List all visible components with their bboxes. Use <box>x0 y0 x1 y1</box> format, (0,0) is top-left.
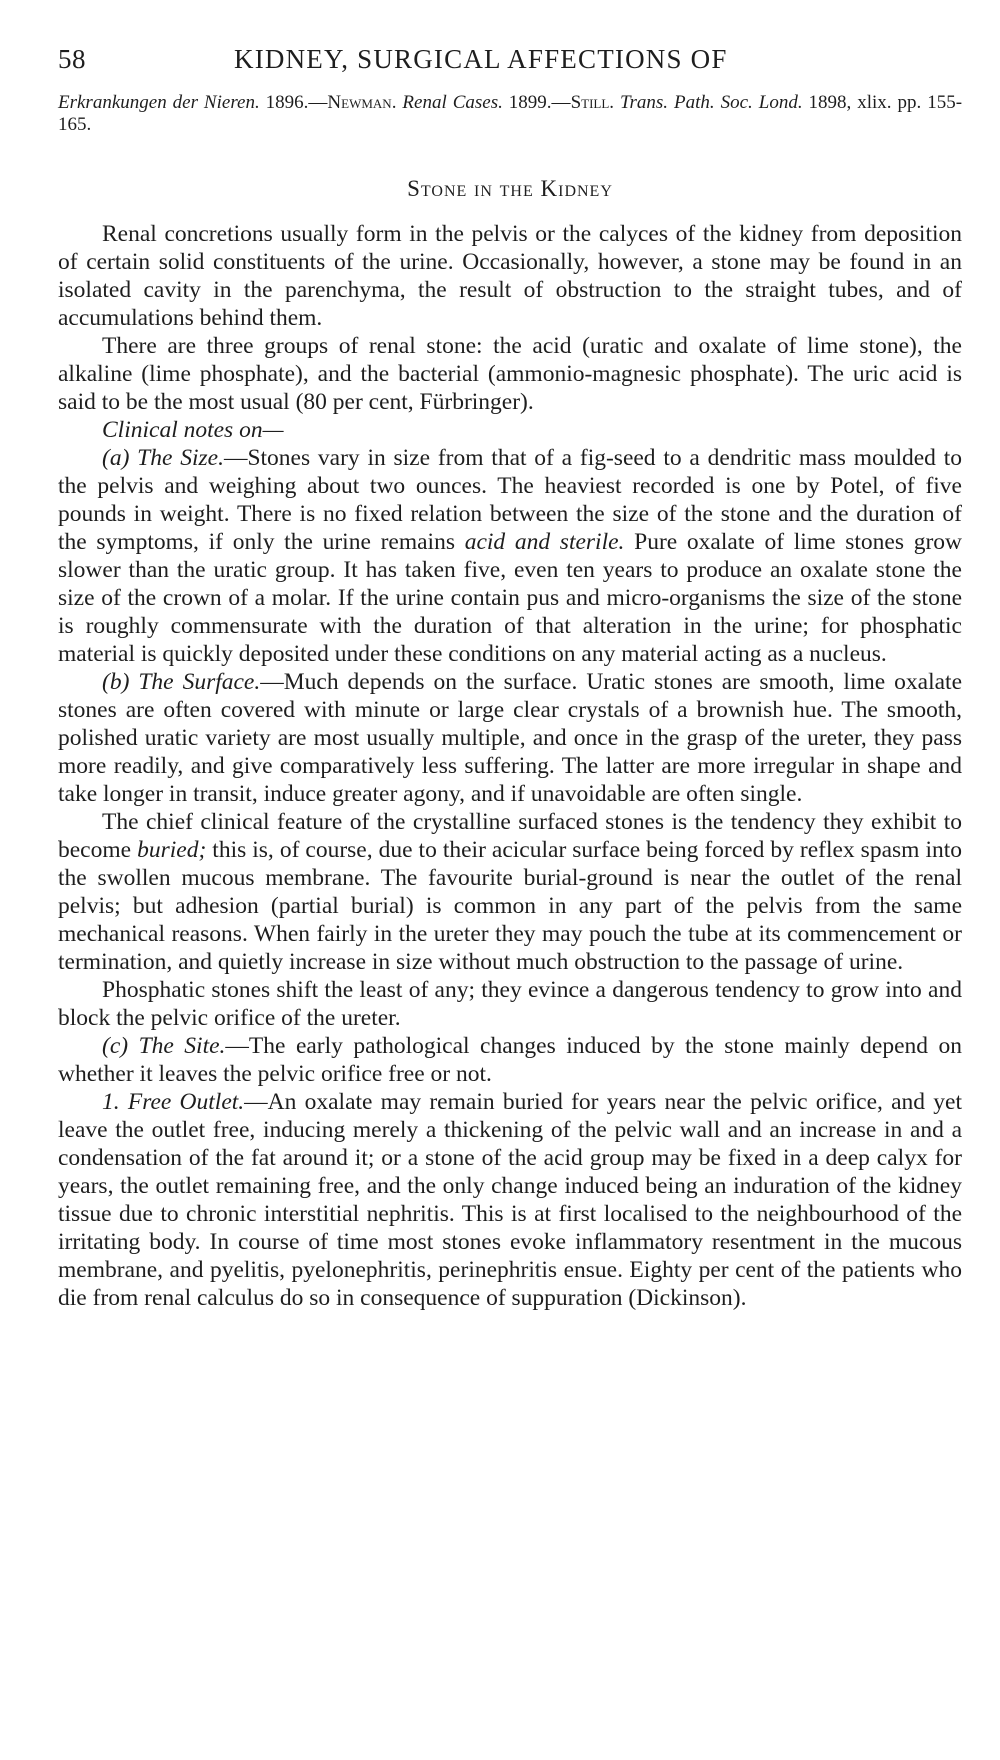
ref-volume-pages: 1898, xlix. pp. 155-165. <box>58 92 963 135</box>
ref-title-erkrankungen: Erkrankungen der Nieren. <box>58 92 260 113</box>
running-title: KIDNEY, SURGICAL AFFECTIONS OF <box>234 44 728 74</box>
ref-author-newman: Newman. <box>327 92 397 113</box>
paragraph-phosphatic-stones: Phosphatic stones shift the least of any; they evince a dangerous tendency to grow into and block the pelvic orifice of the ureter. <box>58 977 962 1031</box>
book-page <box>58 38 962 1312</box>
paragraph-crystalline-text-b: this is, of course, due to their acicular surface being forced by reflex spasm into the swollen mucous membrane. The favourite burial-ground is near the outlet of the renal pelvis; but adhesion (partial burial) is common in any part of the pelvis from the same mechanical reasons. When fairly in the ureter they may pouch the tube at its commencement or termination, and quietly increase in size without much obstruction to the passage of urine. <box>58 837 963 975</box>
paragraph-groups-of-stone: There are three groups of renal stone: the acid (uratic and oxalate of lime stone), the alkaline (lime phosphate), and the bacterial (ammonio-magnesic phosphate). The uric acid is said to be the most usual (80 per cent, Fürbringer). <box>58 333 962 415</box>
paragraph-clinical-notes: Clinical notes on— <box>102 417 284 443</box>
paragraph-crystalline-stones <box>58 808 962 976</box>
ref-year-1899: 1899.— <box>502 92 571 113</box>
subheading-site: (c) The Site. <box>102 1033 226 1059</box>
paragraph-renal-concretions: Renal concretions usually form in the pelvis or the calyces of the kidney from deposition of certain solid constituents of the urine. Occasionally, however, a stone may be found in an isolated cavity in the parenchyma, the result of obstruction to the straight tubes, and of accumulations behind them. <box>58 221 962 331</box>
body-text <box>58 220 962 1312</box>
page-number: 58 <box>58 44 86 74</box>
paragraph-crystalline-text-a: The chief clinical feature of the crystalline surfaced stones is the tendency they exhibit to become <box>58 809 962 863</box>
paragraph-size <box>58 444 962 668</box>
paragraph-surface-text: —Much depends on the surface. Uratic stones are smooth, lime oxalate stones are often covered with minute or large clear crystals of a brownish hue. The smooth, polished uratic variety are most usually multiple, and once in the grasp of the ureter, they pass more readily, and give comparatively less suffering. The latter are more irregular in shape and take longer in transit, induce greater agony, and if unavoidable are often single. <box>58 669 962 807</box>
paragraph-site <box>58 1032 962 1088</box>
ref-title-renal-cases: Renal Cases. <box>402 92 503 113</box>
bibliography-references <box>58 92 962 136</box>
section-title: Stone in the Kidney <box>407 176 613 201</box>
page-header <box>58 38 962 82</box>
paragraph-surface <box>58 668 962 808</box>
emphasis-acid-sterile: acid and sterile. <box>464 529 625 555</box>
paragraph-size-text-a: —Stones vary in size from that of a fig-seed to a dendritic mass moulded to the pelvis and weighing about two ounces. The heaviest recorded is one by Potel, of five pounds in weight. There is no fixed relation between the size of the stone and the duration of the symptoms, if only the urine remains <box>58 445 962 555</box>
ref-journal: Trans. Path. Soc. Lond. <box>620 92 803 113</box>
paragraph-free-outlet-text: —An oxalate may remain buried for years near the pelvic orifice, and yet leave the outlet free, inducing merely a thickening of the pelvic wall and an increase in and a condensation of the fat around it; or a stone of the acid group may be fixed in a deep calyx for years, the outlet remaining free, and the only change induced being an induration of the kidney tissue due to chronic interstitial nephritis. This is at first localised to the neighbourhood of the irritating body. In course of time most stones evoke inflammatory resentment in the mucous membrane, and pyelitis, pyelonephritis, perinephritis ensue. Eighty per cent of the patients who die from renal calculus do so in consequence of suppuration (Dickinson). <box>58 1089 962 1311</box>
ref-year-1896: 1896.— <box>259 92 328 113</box>
subheading-free-outlet: 1. Free Outlet. <box>102 1089 245 1115</box>
ref-author-still: Still. <box>570 92 615 113</box>
paragraph-free-outlet <box>58 1088 962 1312</box>
emphasis-buried: buried; <box>137 837 207 863</box>
paragraph-size-text-b: Pure oxalate of lime stones grow slower than the uratic group. It has taken five, even ten years to produce an oxalate stone the size of the crown of a molar. If the urine contain pus and micro-organisms the size of the stone is roughly commensurate with the duration of that alteration in the urine; for phosphatic material is quickly deposited under these conditions on any material acting as a nucleus. <box>58 529 962 667</box>
subheading-size: (a) The Size. <box>102 445 224 471</box>
paragraph-site-text: —The early pathological changes induced by the stone mainly depend on whether it leaves the pelvic orifice free or not. <box>58 1033 962 1087</box>
subheading-surface: (b) The Surface. <box>102 669 261 695</box>
